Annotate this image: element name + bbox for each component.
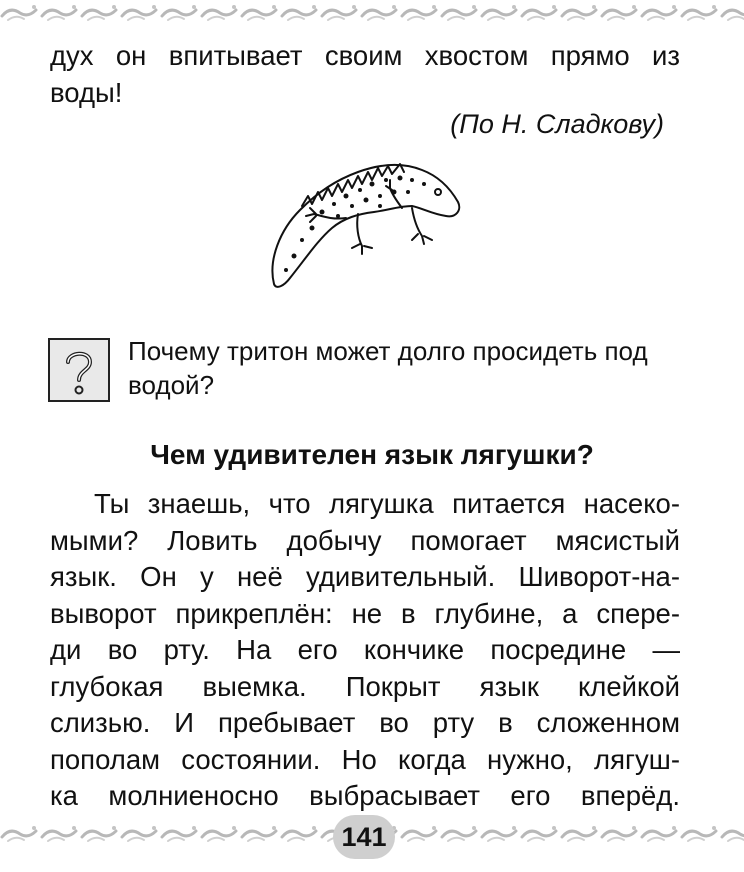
text-line: Ты знаешь, что лягушка питается насеко- [94, 488, 680, 519]
text-line: водой? [128, 370, 215, 400]
question-mark-icon [50, 340, 108, 400]
main-paragraph [50, 486, 680, 815]
text-line: Почему тритон может долго просидеть под [128, 336, 648, 366]
text-line: дух он впитывает своим хвостом прямо из [50, 40, 680, 71]
text-line: ди во рту. На его кончике посредине — [50, 634, 680, 665]
continuation-paragraph [50, 38, 680, 111]
section-heading: Чем удивителен язык лягушки? [150, 439, 594, 470]
top-ornament-border [0, 0, 744, 26]
text-line: мыми? Ловить добычу помогает мясистый [50, 524, 680, 556]
text-line: глубокая выемка. Покрыт язык клейкой [50, 670, 680, 702]
question-icon-box [48, 338, 110, 402]
text-line: воды! [50, 76, 123, 108]
text-line: слизью. И пребывает во рту в сложенном [50, 707, 680, 738]
author-attribution: (По Н. Сладкову) [450, 109, 664, 139]
page-number: 141 [333, 815, 395, 859]
text-line: выворот прикреплён: не в глубине, а спере- [50, 597, 680, 629]
text-line: пополам состоянии. Но когда нужно, лягуш- [50, 743, 680, 775]
text-line: язык. Он у неё удивительный. Шиворот-на- [50, 561, 680, 592]
text-line: ка молниеносно выбрасывает его вперёд. [50, 780, 680, 811]
newt-illustration [262, 148, 468, 292]
question-text [128, 334, 688, 402]
